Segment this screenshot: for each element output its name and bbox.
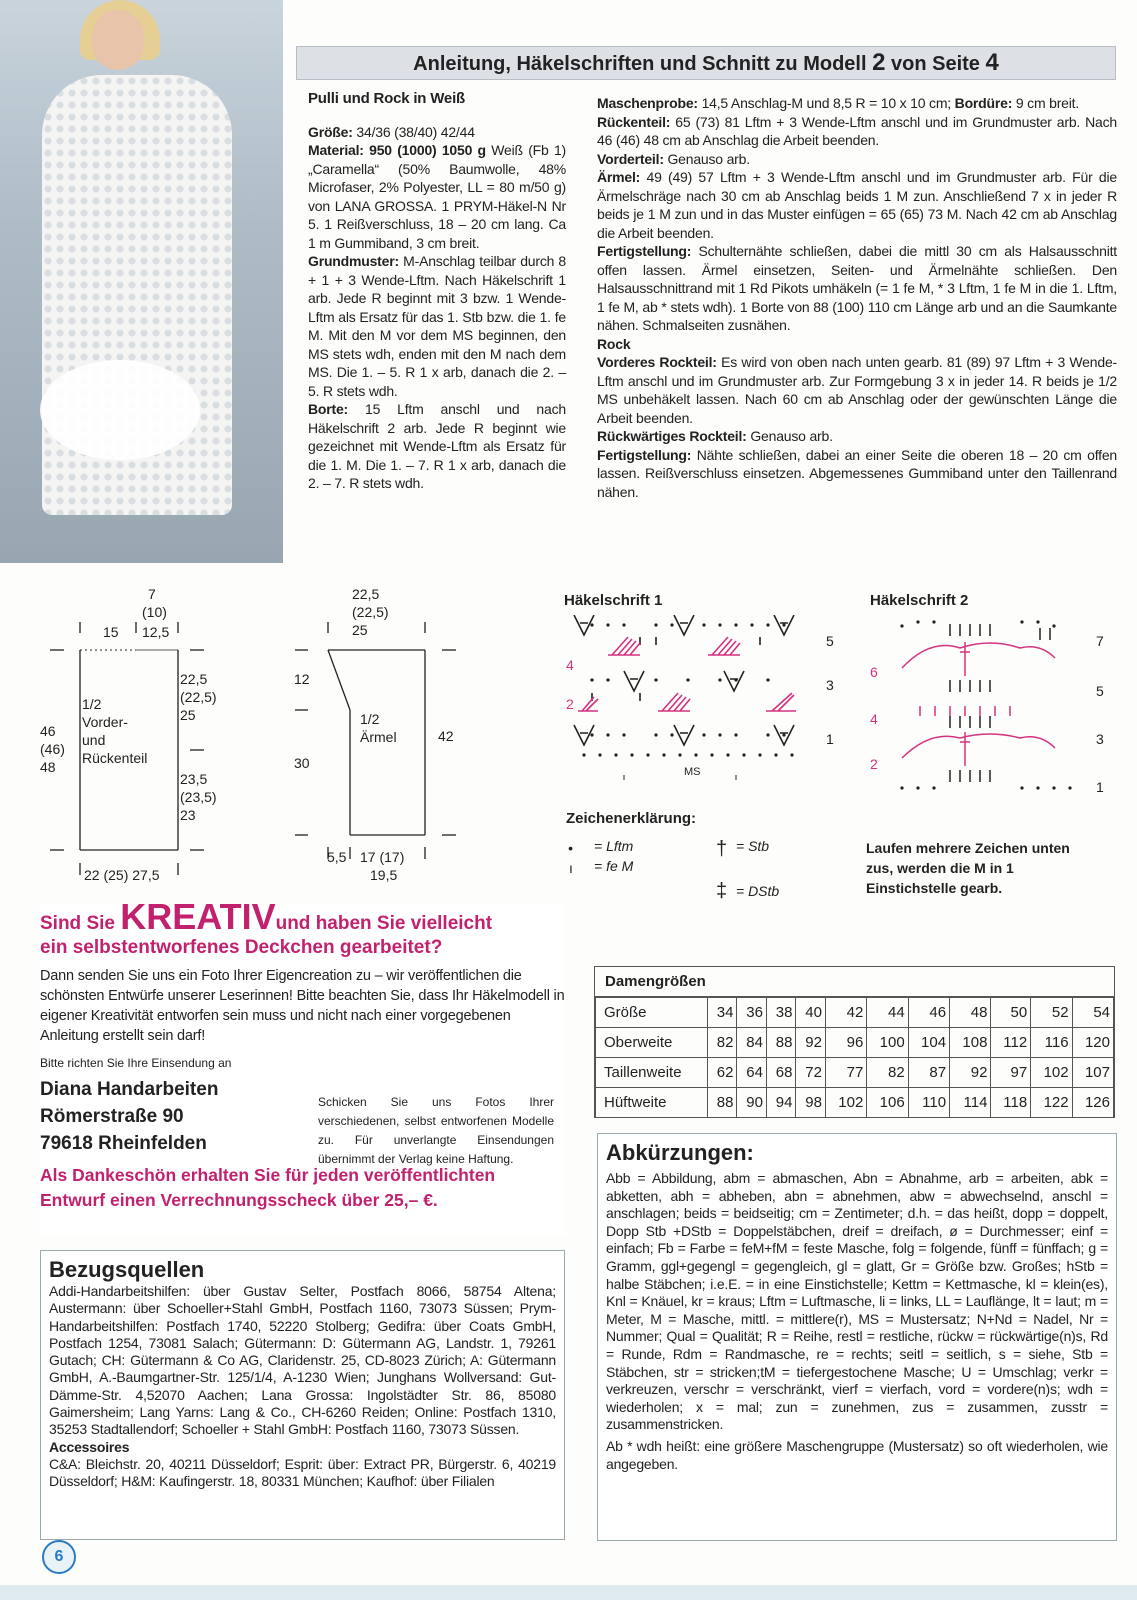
finishing-paragraph: Fertigstellung: Schulternähte schließen, dabei die mittl 30 cm als Halsausschnitt offen lassen. Ärmel einsetzen, Seiten- und Ärmelnähte schließen. Den Halsausschnittrand mit 1 Rd Pikots umhäkeln (= 1 fe M, * 3 Lftm, 1 fe M in die 1. Lftm, 1 fe M, ab * stets wdh). 1 Borte von 88 (100) 110 cm Länge arb und an die Saumkante nähen. Schmalseiten zusnähen. xyxy=(597,243,1117,333)
legend-fem: = fe M xyxy=(594,858,634,874)
kreativ-address: Diana Handarbeiten Römerstraße 90 79618 Rheinfelden xyxy=(40,1079,219,1154)
finishing-skirt-paragraph: Fertigstellung: Nähte schließen, dabei an einer Seite die oberen 18 – 20 cm offen lassen. Reißverschluss einsetzen. Abgemessenes Gummiband unter den Taillenrand nähen. xyxy=(597,446,1117,500)
schema1-right-top: 22,5 (22,5) 25 xyxy=(180,671,217,723)
front-skirt-paragraph: Vorderes Rockteil: Es wird von oben nach unten gearb. 81 (89) 97 Lftm + 3 Wende-Lftm anschl und im Grundmuster arb. Zur Formgebung 3 x in jeder 14. R beids je 1/2 MS unbehäkelt lassen. Nach 60 cm ab Anschlag oder der gewünschten Länge die Arbeit beenden. xyxy=(597,354,1117,426)
size-cell: 122 xyxy=(1031,1088,1072,1118)
size-cell: 48 xyxy=(950,998,991,1028)
front-paragraph: Vorderteil: Genauso arb. xyxy=(597,150,750,167)
size-row-label: Taillenweite xyxy=(596,1058,708,1088)
abbreviations-text-2: Ab * wdh heißt: eine größere Maschengruppe (Mustersatz) so oft wiederholen, wie angegeben. xyxy=(606,1437,1108,1472)
border-paragraph: Borte: 15 Lftm anschl und nach Häkelschrift 2 arb. Jede R beginnt wie gezeichnet mit Wende-Lftm als Ersatz für die 1. M. Die 1. – 7. R 1 x arb, danach die 2. – 7. R stets wdh. xyxy=(308,401,566,491)
chart1-diagram xyxy=(560,615,840,780)
size-row xyxy=(596,1088,1114,1118)
size-cell: 68 xyxy=(766,1058,795,1088)
size-cell: 102 xyxy=(825,1088,866,1118)
size-row-label: Oberweite xyxy=(596,1028,708,1058)
size-cell: 62 xyxy=(708,1058,737,1088)
legend-dstb: = DStb xyxy=(736,883,780,899)
kreativ-side-note: Schicken Sie uns Fotos Ihrer verschiedenen, selbst entworfenen Modelle zu. Für unverlangte Einsendungen übernimmt der Verlag keine Haftung. xyxy=(318,1095,554,1166)
schema1-top-2: (10) xyxy=(142,604,167,620)
size-cell: 88 xyxy=(708,1088,737,1118)
size-cell: 52 xyxy=(1031,998,1072,1028)
page-title: Anleitung, Häkelschriften und Schnitt zu Modell 2 von Seite 4 xyxy=(296,46,1116,80)
size-row xyxy=(596,1058,1114,1088)
chart1-row-5: 5 xyxy=(826,633,834,649)
size-cell: 104 xyxy=(908,1028,949,1058)
chart1-row-2: 2 xyxy=(566,696,574,712)
size-cell: 97 xyxy=(991,1058,1031,1088)
size-row-label: Größe xyxy=(596,998,708,1028)
size-cell: 96 xyxy=(825,1028,866,1058)
model-photo xyxy=(0,0,283,563)
back-paragraph: Rückenteil: 65 (73) 81 Lftm + 3 Wende-Lftm anschl und im Grundmuster arb. Nach 46 (46) 48 cm ab Anschlag die Arbeit beenden. xyxy=(597,113,1117,148)
size-cell: 116 xyxy=(1031,1028,1072,1058)
accessories-text: C&A: Bleichstr. 20, 40211 Düsseldorf; Esprit: über: Extract PR, Bürgerstr. 6, 40219 Düsseldorf; H&M: Kaufingerstr. 18, 80331 München; Kaufhof: über Filialen xyxy=(49,1455,556,1490)
size-cell: 118 xyxy=(991,1088,1031,1118)
size-cell: 108 xyxy=(950,1028,991,1058)
size-row xyxy=(596,998,1114,1028)
legend-lftm: = Lftm xyxy=(594,838,634,854)
abbreviations-title: Abkürzungen: xyxy=(606,1140,754,1165)
abbreviations-box xyxy=(597,1133,1117,1541)
size-cell: 84 xyxy=(737,1028,766,1058)
size-row xyxy=(596,1028,1114,1058)
size-cell: 82 xyxy=(708,1028,737,1058)
sizes-grid xyxy=(595,997,1114,1118)
size-cell: 82 xyxy=(867,1058,908,1088)
schema2-right-42: 42 xyxy=(438,728,454,744)
chart1-row-3: 3 xyxy=(826,677,834,693)
chart2-title: Häkelschrift 2 xyxy=(870,592,969,609)
schema1-top-right: 12,5 xyxy=(142,624,170,640)
back-skirt-paragraph: Rückwärtiges Rockteil: Genauso arb. xyxy=(597,428,833,444)
size-cell: 92 xyxy=(796,1028,825,1058)
schema2-left-12: 12 xyxy=(294,671,310,687)
size-cell: 100 xyxy=(867,1028,908,1058)
schema2-bottom-1: 5,5 xyxy=(327,849,347,865)
legend-dstb-icon: ‡ xyxy=(716,880,728,902)
accessories-heading: Accessoires xyxy=(49,1438,130,1455)
legend-stb-icon: † xyxy=(716,838,728,860)
kreativ-headline-2: ein selbstentworfenes Deckchen gearbeitet? xyxy=(40,937,443,958)
legend-stb: = Stb xyxy=(736,838,770,854)
footer-bar xyxy=(0,1585,1137,1600)
size-cell: 112 xyxy=(991,1028,1031,1058)
size-cell: 107 xyxy=(1072,1058,1113,1088)
size-cell: 42 xyxy=(825,998,866,1028)
chart1-row-4: 4 xyxy=(566,657,574,673)
suppliers-box xyxy=(40,1250,565,1540)
chart1-row-1: 1 xyxy=(826,731,834,747)
schema1-left-dims: 46 (46) 48 xyxy=(40,723,65,775)
pattern-paragraph: Grundmuster: M-Anschlag teilbar durch 8 + 1 + 3 Wende-Lftm. Nach Häkelschrift 1 arb. Jede R beginnt mit 3 bzw. 1 Wende-Lftm als Ersatz für das 1. Stb bzw. die 1. fe M. Mit den M vor dem MS beginnen, den MS stets wdh, enden mit den M nach dem MS. Die 1. – 5. R 1 x arb, danach die 2. – 5. R stets wdh. xyxy=(308,253,566,399)
size-row-label: Hüftweite xyxy=(596,1088,708,1118)
schema2-bottom-2: 17 (17) xyxy=(360,849,405,865)
schema2-bottom-3: 19,5 xyxy=(370,867,398,883)
suppliers-text: Addi-Handarbeitshilfen: über Gustav Selter, Postfach 8066, 58754 Altena; Austermann: über Schoeller+Stahl GmbH, Postfach 1160, 73073 Süssen; Prym-Handarbeitshilfen: Postfach 1740, 52220 Stolberg; Gedifra: über Coats GmbH, Postfach 1254, 73081 Salach; Gütermann: D: Gütermann AG, Landstr. 1, 79261 Gutach; CH: Gütermann & Co AG, Claridenstr. 25, CD-8023 Zürich; A: Gütermann GmbH, A.-Baumgartner-Str. 125/1/4, A-1230 Wien; Junghans Wollversand: Gut-Dämme-Str. 4,52070 Aachen; Lana Grossa: Ingolstädter Str. 86, 85080 Gaimersheim; Lang Yarns: Lang & Co., CH-6260 Reiden; Online: Postfach 1310, 35253 Stadtallendorf; Schoeller + Stahl GmbH: Postfach 1160, 73073 Süssen. xyxy=(49,1283,556,1438)
size-cell: 98 xyxy=(796,1088,825,1118)
size-cell: 120 xyxy=(1072,1028,1113,1058)
legend-dot-icon: • xyxy=(568,840,573,856)
schema1-bottom: 22 (25) 27,5 xyxy=(84,867,160,883)
material-paragraph: Material: 950 (1000) 1050 g Weiß (Fb 1) „Caramella“ (50% Baumwolle, 48% Microfaser, 2% Polyester, LL = 80 m/50 g) von LANA GROSSA. 1 PRYM-Häkel-N Nr 5. 1 Reißverschluss, 18 – 20 cm lang. Ca 1 m Gummiband, 3 cm breit. xyxy=(308,142,566,251)
chart2-row-2: 2 xyxy=(870,756,878,772)
kreativ-send-to: Bitte richten Sie Ihre Einsendung an xyxy=(40,1056,232,1070)
kreativ-body: Dann senden Sie uns ein Foto Ihrer Eigencreation zu – wir veröffentlichen die schönsten Entwürfe unserer Leserinnen! Bitte beachten Sie, dass Ihr Häkelmodell in eigener Kreativität entworfen sein muss und nicht nach einer vorgegebenen Anleitung erstellt sein darf! xyxy=(40,968,565,1044)
chart2-row-5: 5 xyxy=(1096,683,1104,699)
chart2-row-4: 4 xyxy=(870,711,878,727)
sizes-table xyxy=(594,966,1115,1118)
chart2-row-3: 3 xyxy=(1096,731,1104,747)
sizes-caption: Damengrößen xyxy=(595,967,1114,997)
instructions-column-left xyxy=(308,90,566,493)
kreativ-thanks: Als Dankeschön erhalten Sie für jeden veröffentlichten Entwurf einen Verrechnungsscheck über 25,– €. xyxy=(40,1165,496,1210)
size-cell: 102 xyxy=(1031,1058,1072,1088)
schema1-top-left: 15 xyxy=(103,624,119,640)
size-cell: 38 xyxy=(766,998,795,1028)
size-cell: 114 xyxy=(950,1088,991,1118)
size-cell: 54 xyxy=(1072,998,1113,1028)
chart2-row-6: 6 xyxy=(870,664,878,680)
gauge-paragraph: Maschenprobe: 14,5 Anschlag-M und 8,5 R = 10 x 10 cm; Bordüre: 9 cm breit. xyxy=(597,95,1080,111)
suppliers-title: Bezugsquellen xyxy=(49,1257,205,1282)
instructions-column-right xyxy=(597,94,1117,501)
size-paragraph: Größe: 34/36 (38/40) 42/44 xyxy=(308,123,475,140)
chart1-ms: MS xyxy=(684,766,701,778)
size-cell: 44 xyxy=(867,998,908,1028)
schema2-top: 22,5 (22,5) 25 xyxy=(352,586,389,638)
size-cell: 110 xyxy=(908,1088,949,1118)
legend-bar-icon: ı xyxy=(569,860,573,876)
size-cell: 87 xyxy=(908,1058,949,1088)
chart2-row-1: 1 xyxy=(1096,779,1104,795)
chart1-title: Häkelschrift 1 xyxy=(564,592,663,609)
size-cell: 77 xyxy=(825,1058,866,1088)
kreativ-box xyxy=(40,896,565,1235)
size-cell: 46 xyxy=(908,998,949,1028)
skirt-heading: Rock xyxy=(597,335,631,352)
kreativ-headline: Sind Sie KREATIVund haben Sie vielleicht xyxy=(40,896,493,937)
size-cell: 40 xyxy=(796,998,825,1028)
page-number: 6 xyxy=(42,1540,76,1574)
size-cell: 34 xyxy=(708,998,737,1028)
size-cell: 106 xyxy=(867,1088,908,1118)
size-cell: 36 xyxy=(737,998,766,1028)
size-cell: 64 xyxy=(737,1058,766,1088)
size-cell: 50 xyxy=(991,998,1031,1028)
legend-note: Laufen mehrere Zeichen unten zus, werden die M in 1 Einstichstelle gearb. xyxy=(866,840,1070,896)
size-cell: 92 xyxy=(950,1058,991,1088)
size-cell: 72 xyxy=(796,1058,825,1088)
sleeve-paragraph: Ärmel: 49 (49) 57 Lftm + 3 Wende-Lftm anschl und im Grundmuster arb. Für die Ärmelschräge nach 30 cm ab Anschlag beids 1 M zun. Anschließend 7 x in jeder R beids je 1 M zun und in das Muster einfügen = 65 (65) 73 M. Nach 42 cm ab Anschlag die Arbeit beenden. xyxy=(597,169,1117,241)
size-cell: 126 xyxy=(1072,1088,1113,1118)
abbreviations-text: Abb = Abbildung, abm = abmaschen, Abn = Abnahme, arb = arbeiten, abk = abketten, abh = abheben, abn = abnehmen, abw = abwechselnd, anschl = anschlagen; beids = beidseitig; cm = Zentimeter; d.h. = das heißt, dopp = doppelt, Dopp Stb +DStb = Doppelstäbchen, dreif = dreifach, ø = Durchmesser; einf = einfach; Fb = Farbe = feM+fM = feste Masche, folg = folgende, fünff = fünffach; g = Gramm, ggl+gegengl = gegengleich, gl = glatt, Gr = Größe bzw. Großes; hStb = halbe Stäbchen; i.e.E. = in eine Einstichstelle; Kettm = Kettmasche, kl = klein(es), Knl = Knäuel, kr = kraus; Lftm = Luftmasche, li = links, LL = Lauflänge, lt = laut; m = Meter, M = Masche, mittl. = mittlere(r), MS = Mustersatz; N+Nd = Nadel, Nr = Nummer; Qual = Qualität; R = Reihe, restl = restliche, rückw = rückwärtige(n)s, Rd = Runde, Rdm = Randmasche, re = rechts; seitl = seitlich, s = siehe, Stb = Stäbchen, str = stricken;tM = tiefergestochene Masche; U = Umschlag; verkr = verkreuzen, verschr = verschränkt, vierf = vierfach, vord = vordere(n)s; wdh = wiederholen; x = mal; zun = zunehmen, zus = zusammen, zusstr = zusammenstricken. xyxy=(606,1170,1108,1433)
model-face xyxy=(92,10,144,70)
chart2-diagram xyxy=(890,618,1090,798)
schema1-right-bottom: 23,5 (23,5) 23 xyxy=(180,771,217,823)
legend-title: Zeichenerklärung: xyxy=(566,810,697,827)
size-cell: 88 xyxy=(766,1028,795,1058)
chart2-row-7: 7 xyxy=(1096,633,1104,649)
white-scarf xyxy=(40,360,200,460)
symbol-legend xyxy=(566,810,1106,910)
model-subtitle: Pulli und Rock in Weiß xyxy=(308,90,465,107)
schema1-top-1: 7 xyxy=(148,586,156,602)
schema2-left-30: 30 xyxy=(294,755,310,771)
schema1-label: 1/2 Vorder- und Rückenteil xyxy=(82,696,148,766)
schema2-label: 1/2 Ärmel xyxy=(360,711,397,745)
size-cell: 90 xyxy=(737,1088,766,1118)
size-cell: 94 xyxy=(766,1088,795,1118)
